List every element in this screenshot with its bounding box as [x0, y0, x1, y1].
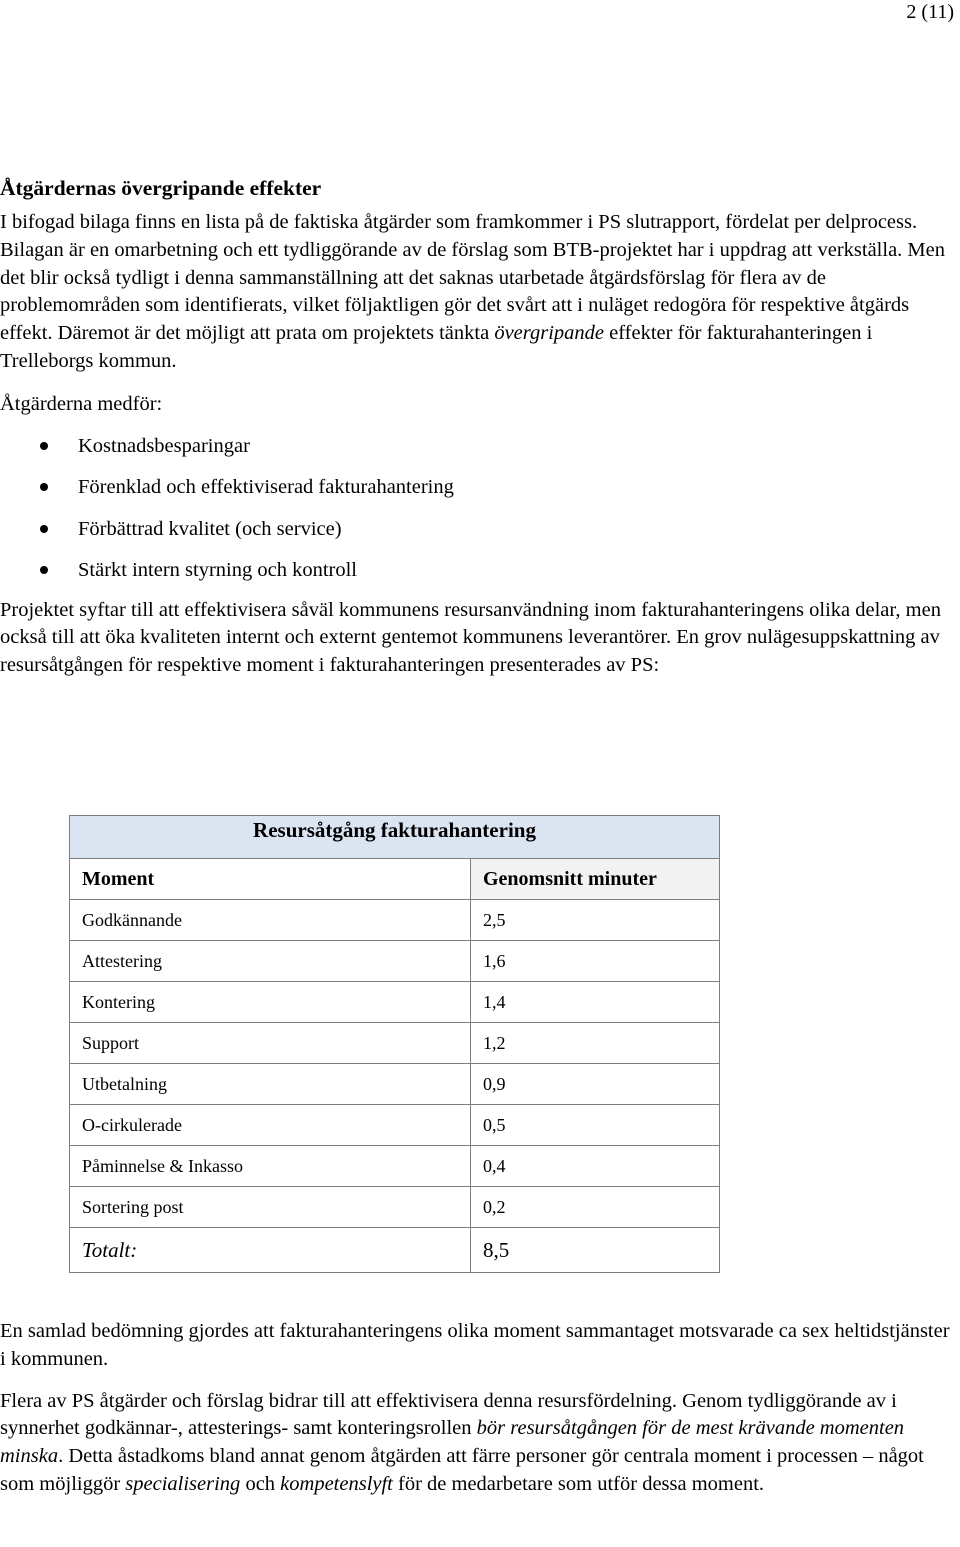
- intro-text-1: I bifogad bilaga finns en lista på de faktiska åtgärder som framkommer i PS slutrapport, fördelat per delprocess. Bilagan är en omarbetning och ett tydliggörande av de förslag som BTB-projektet har i uppdrag att verkställa. Men det blir också tydligt i denna sammanställning att det saknas utarbetade åtgärdsförslag för flera av de problemområden som identifierats, vilket följaktligen gör det svårt att i nuläget redogöra för respektive åtgärds effekt. Däremot är det möjligt att prata om projektets tänkta: [0, 211, 946, 345]
- closing-text-3: och: [240, 1472, 281, 1495]
- table-title-row: [70, 816, 720, 859]
- cell-moment: Support: [70, 1023, 471, 1064]
- cell-minutes: 2,5: [471, 900, 720, 941]
- cell-moment: Påminnelse & Inkasso: [70, 1146, 471, 1187]
- section-heading: Åtgärdernas övergripande effekter: [0, 176, 322, 200]
- closing-emphasis-2: specialisering: [125, 1472, 241, 1495]
- resource-table: [69, 815, 720, 1273]
- closing-text-2: . Detta åstadkoms bland annat genom åtgärden att färre personer gör centrala moment i processen – något som möjliggör: [0, 1445, 924, 1495]
- cell-moment: O-cirkulerade: [70, 1105, 471, 1146]
- intro-emphasis: övergripande: [494, 322, 604, 345]
- table-row: [70, 941, 720, 982]
- cell-minutes: 0,9: [471, 1064, 720, 1105]
- list-item: [0, 557, 958, 599]
- bullet-icon: [40, 483, 48, 491]
- cell-minutes: 1,6: [471, 941, 720, 982]
- table-row: [70, 982, 720, 1023]
- list-item-label: Kostnadsbesparingar: [78, 434, 250, 457]
- assessment-paragraph: En samlad bedömning gjordes att fakturahanteringens olika moment sammantaget motsvarade ca sex heltidstjänster i kommunen.: [0, 1320, 950, 1370]
- closing-paragraph: [0, 1388, 958, 1499]
- list-item: [0, 516, 958, 558]
- cell-moment: Utbetalning: [70, 1064, 471, 1105]
- cell-moment: Godkännande: [70, 900, 471, 941]
- list-item-label: Förenklad och effektiviserad fakturahantering: [78, 476, 454, 499]
- cell-minutes: 1,4: [471, 982, 720, 1023]
- list-item: [0, 474, 958, 516]
- table-row: [70, 1064, 720, 1105]
- closing-emphasis-1: bör resursåtgången för de mest krävande momenten minska: [0, 1417, 905, 1468]
- column-header-minutes: Genomsnitt minuter: [471, 859, 720, 900]
- cell-moment: Sortering post: [70, 1187, 471, 1228]
- table-row: [70, 900, 720, 941]
- closing-emphasis-3: kompetenslyft: [280, 1472, 393, 1495]
- intro-text-2: effekter för fakturahanteringen i Trelleborgs kommun.: [0, 322, 873, 372]
- effects-list: [0, 433, 958, 599]
- cell-minutes: 0,2: [471, 1187, 720, 1228]
- table-row: [70, 1187, 720, 1228]
- bullet-icon: [40, 525, 48, 533]
- table-title: Resursåtgång fakturahantering: [70, 816, 720, 859]
- cell-minutes: 0,5: [471, 1105, 720, 1146]
- bullet-icon: [40, 442, 48, 450]
- resource-table-wrapper: [69, 815, 719, 1273]
- table-row: [70, 1105, 720, 1146]
- purpose-paragraph: Projektet syftar till att effektivisera såväl kommunens resursanvändning inom fakturahanteringens olika delar, men också till att öka kvaliteten internt och externt gentemot kommunens leverantörer. En grov nulägesuppskattning av resursåtgången för respektive moment i fakturahanteringen presenterades av PS:: [0, 598, 941, 677]
- cell-moment: Attestering: [70, 941, 471, 982]
- cell-minutes: 0,4: [471, 1146, 720, 1187]
- page-number: 2 (11): [906, 1, 954, 23]
- table-total-row: [70, 1228, 720, 1273]
- table-row: [70, 1023, 720, 1064]
- closing-text-1: Flera av PS åtgärder och förslag bidrar till att effektivisera denna resursfördelning. Genom tydliggörande av i synnerhet godkännar-, attesterings- samt konteringsrollen: [0, 1389, 897, 1440]
- list-item: [0, 433, 958, 475]
- total-value: 8,5: [471, 1228, 720, 1273]
- cell-moment: Kontering: [70, 982, 471, 1023]
- document-body: [0, 173, 958, 680]
- total-label: Totalt:: [70, 1228, 471, 1273]
- effects-intro: Åtgärderna medför:: [0, 392, 163, 415]
- bullet-icon: [40, 566, 48, 574]
- list-item-label: Förbättrad kvalitet (och service): [78, 517, 342, 540]
- intro-paragraph: [0, 209, 958, 376]
- document-body-continued: [0, 1318, 958, 1499]
- column-header-moment: Moment: [70, 859, 471, 900]
- closing-text-4: för de medarbetare som utför dessa moment.: [392, 1472, 765, 1495]
- table-header-row: [70, 859, 720, 900]
- cell-minutes: 1,2: [471, 1023, 720, 1064]
- list-item-label: Stärkt intern styrning och kontroll: [78, 559, 357, 582]
- table-row: [70, 1146, 720, 1187]
